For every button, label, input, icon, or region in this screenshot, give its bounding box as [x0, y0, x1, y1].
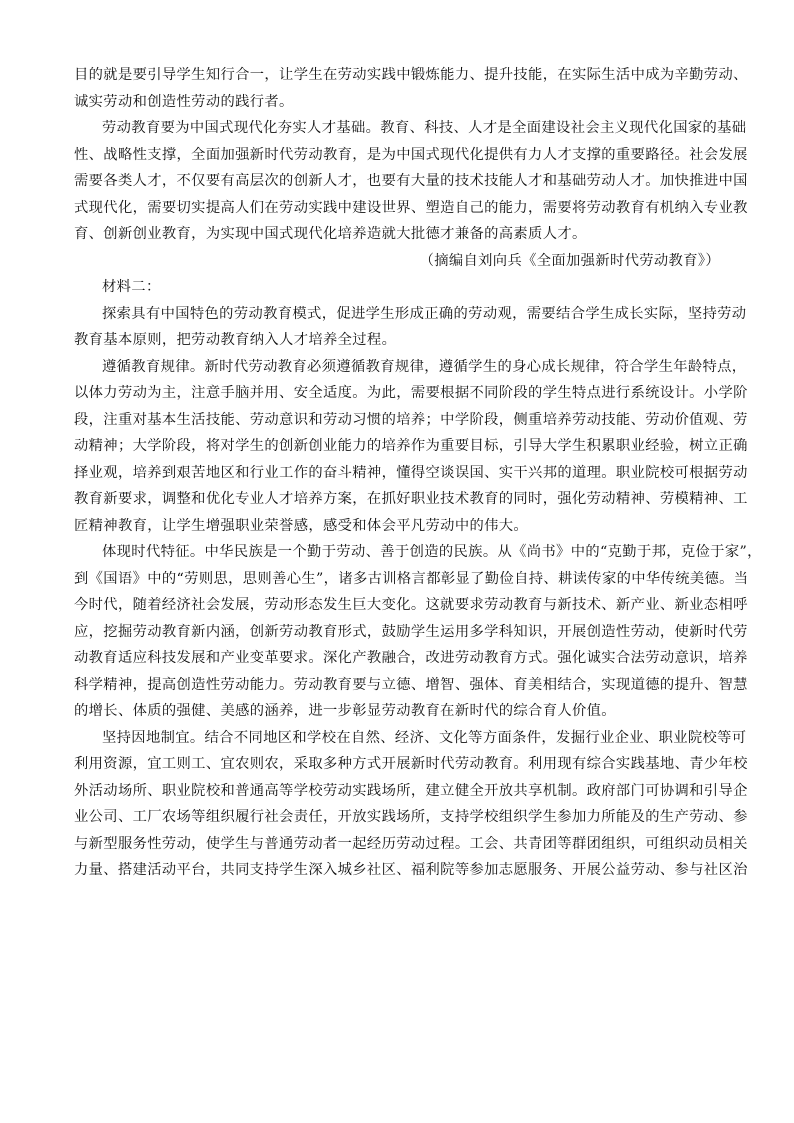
- paragraph-start-line: 劳动教育要为中国式现代化夯实人才基础。教育、科技、人才是全面建设社会主义现代化国家的基础: [102, 120, 747, 136]
- text-line: 段，注重对基本生活技能、劳动意识和劳动习惯的培养；中学阶段，侧重培养劳动技能、劳动价值观、劳: [74, 411, 748, 428]
- source-citation: （摘编自刘向兵《全面加强新时代劳动教育》）: [419, 252, 720, 269]
- text-line: 应，挖掘劳动教育新内涵，创新劳动教育形式，鼓励学生运用多学科知识，开展创造性劳动，使新时代劳: [74, 623, 748, 640]
- text-line: 诚实劳动和创造性劳动的践行者。: [74, 93, 294, 110]
- paragraph-start-line: 体现时代特征。中华民族是一个勤于劳动、善于创造的民族。从《尚书》中的“克勤于邦，克俭于家”，: [102, 544, 762, 560]
- text-line: 需要各类人才，不仅要有高层次的创新人才，也要有大量的技术技能人才和基础劳动人才。加快推进中国: [74, 173, 748, 189]
- text-line: 性、战略性支撑，全面加强新时代劳动教育，是为中国式现代化提供有力人才支撑的重要路径。社会发展: [74, 146, 748, 163]
- text-line: 择业观，培养到艰苦地区和行业工作的奋斗精神，懂得空谈误国、实干兴邦的道理。职业院校可根据劳动: [74, 464, 748, 481]
- text-line: 以体力劳动为主，注意手脑并用、安全适度。为此，需要根据不同阶段的学生特点进行系统设计。小学阶: [74, 385, 748, 401]
- text-line: 到《国语》中的“劳则思，思则善心生”，诸多古训格言都彰显了勤俭自持、耕读传家的中华传统美德。当: [74, 570, 749, 587]
- text-line: 业公司、工厂农场等组织履行社会责任，开放实践场所，支持学校组织学生参加力所能及的生产劳动、参: [74, 809, 748, 825]
- text-line: 目的就是要引导学生知行合一，让学生在劳动实践中锻炼能力、提升技能，在实际生活中成为辛勤劳动、: [74, 67, 748, 83]
- text-line: 的增长、体质的强健、美感的涵养，进一步彰显劳动教育在新时代的综合育人价值。: [74, 703, 616, 719]
- text-line: 教育新要求，调整和优化专业人才培养方案，在抓好职业技术教育的同时，强化劳动精神、劳模精神、工: [74, 491, 748, 507]
- document-page: [74, 62, 762, 884]
- text-line: 科学精神，提高创造性劳动能力。劳动教育要与立德、增智、强体、育美相结合，实现道德的提升、智慧: [74, 676, 748, 693]
- text-line: 匠精神教育，让学生增强职业荣誉感，感受和体会平凡劳动中的伟大。: [74, 517, 529, 534]
- text-line: 教育基本原则，把劳动教育纳入人才培养全过程。: [74, 332, 397, 348]
- text-line: 力量、搭建活动平台，共同支持学生深入城乡社区、福利院等参加志愿服务、开展公益劳动、参与社区治: [74, 862, 748, 878]
- section-heading: 材料二：: [102, 279, 161, 295]
- text-line: 动精神；大学阶段，将对学生的创新创业能力的培养作为重要目标，引导大学生积累职业经验，树立正确: [74, 438, 748, 454]
- text-line: 今时代，随着经济社会发展，劳动形态发生巨大变化。这就要求劳动教育与新技术、新产业、新业态相呼: [74, 597, 748, 613]
- paragraph-start-line: 探索具有中国特色的劳动教育模式，促进学生形成正确的劳动观，需要结合学生成长实际，坚持劳动: [102, 305, 747, 322]
- paragraph-start-line: 坚持因地制宜。结合不同地区和学校在自然、经济、文化等方面条件，发掘行业企业、职业院校等可: [102, 729, 747, 746]
- paragraph-start-line: 遵循教育规律。新时代劳动教育必须遵循教育规律，遵循学生的身心成长规律，符合学生年龄特点，: [102, 358, 747, 375]
- text-line: 育、创新创业教育，为实现中国式现代化培养造就大批德才兼备的高素质人才。: [74, 226, 587, 242]
- text-line: 利用资源，宜工则工、宜农则农，采取多种方式开展新时代劳动教育。利用现有综合实践基地、青少年校: [74, 756, 748, 772]
- text-line: 外活动场所、职业院校和普通高等学校劳动实践场所，建立健全开放共享机制。政府部门可协调和引导企: [74, 782, 748, 799]
- text-line: 式现代化，需要切实提高人们在劳动实践中建设世界、塑造自己的能力，需要将劳动教育有机纳入专业教: [74, 199, 748, 216]
- text-line: 与新型服务性劳动，使学生与普通劳动者一起经历劳动过程。工会、共青团等群团组织，可组织动员相关: [74, 835, 748, 852]
- text-line: 动教育适应科技发展和产业变革要求。深化产教融合，改进劳动教育方式。强化诚实合法劳动意识，培养: [74, 650, 748, 666]
